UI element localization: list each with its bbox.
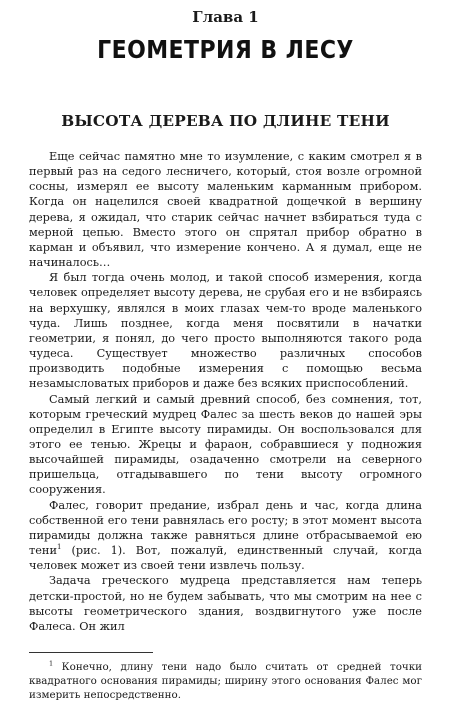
footnote-mark: 1 — [49, 659, 54, 668]
paragraph: Я был тогда очень молод, и такой способ измерения, когда человек определяет высоту дерева, не срубая его и не взбираясь на верхушку, являлся в моих глазах чем-то вроде маленького чуда. Лишь позднее, когда меня посвятили в начатки геометрии, я понял, до чего просто выполняются такого рода чудеса. Существует множество различных способов производить подобные измерения с помощью весьма незамысловатых приборов и даже без всяких приспособлений. — [29, 271, 422, 391]
paragraph: Задача греческого мудреца представляется нам теперь детски-простой, но не будем забывать, что мы смотрим на нее с высоты геометрического здания, воздвигнутого уже после Фалеса. Он жил — [29, 574, 422, 633]
footnote-text: Конечно, длину тени надо было считать от средней точки квадратного основания пирамиды; ширину этого основания Фалес мог измерить непосредственно. — [29, 661, 422, 701]
chapter-label: Глава 1 — [192, 8, 259, 26]
section-title: ВЫСОТА ДЕРЕВА ПО ДЛИНЕ ТЕНИ — [61, 112, 390, 130]
footnote-divider — [29, 652, 153, 653]
chapter-title: ГЕОМЕТРИЯ В ЛЕСУ — [97, 35, 354, 64]
paragraph: Самый легкий и самый древний способ, без сомнения, тот, которым греческий мудрец Фалес за шесть веков до нашей эры определил в Египте высоту пирамиды. Он воспользовался для этого ее тенью. Жрецы и фараон, собравшиеся у подножия высочайшей пирамиды, озадаченно смотрели на северного пришельца, отгадывавшего по тени высоту огромного сооружения. — [29, 392, 422, 497]
paragraph-text: Фалес, говорит предание, избрал день и час, когда длина собственной его тени равнялась его росту; в этот момент высота пирамиды должна также равняться длине отбрасываемой ею тени — [29, 498, 422, 558]
main-text — [29, 149, 422, 634]
footnote-reference[interactable]: 1 — [57, 543, 62, 552]
footnote — [29, 661, 422, 702]
paragraph-text: (рис. 1). Вот, пожалуй, единственный случай, когда человек может из своей тени извлечь пользу. — [29, 544, 422, 573]
paragraph — [29, 498, 422, 574]
paragraph: Еще сейчас памятно мне то изумление, с каким смотрел я в первый раз на седого лесничего, который, стоя возле огромной сосны, измерял ее высоту маленьким карманным прибором. Когда он нацелился своей квадратной дощечкой в вершину дерева, я ожидал, что старик сейчас начнет взбираться туда с мерной цепью. Вместо этого он спрятал прибор обратно в карман и объявил, что измерение кончено. А я думал, еще не начиналось… — [29, 150, 422, 270]
